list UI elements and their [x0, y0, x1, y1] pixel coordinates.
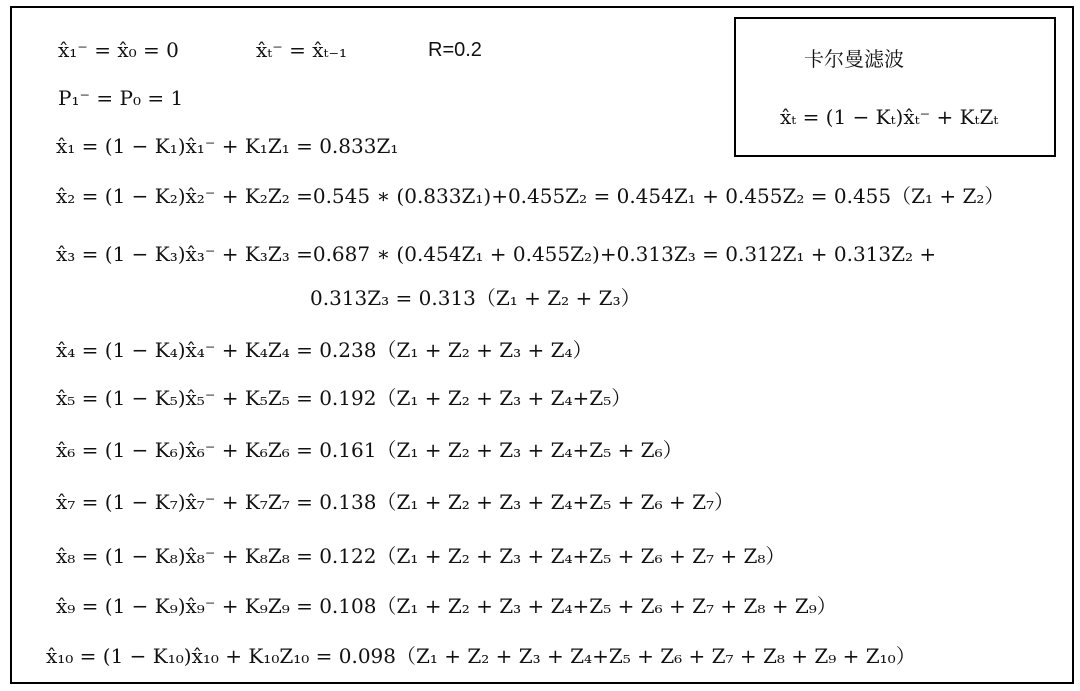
equation-row-4 — [56, 338, 593, 362]
box-title: 卡尔曼滤波 — [804, 47, 904, 71]
equation-row-5 — [56, 386, 631, 410]
init-line-p — [58, 86, 183, 110]
init-p-text: P₁⁻ = P₀ = 1 — [58, 86, 184, 110]
equation-row-3-continued — [310, 286, 641, 310]
eq1-lhs: x̂₁ = (1 − K₁)x̂₁⁻ + K₁Z₁ — [56, 134, 290, 158]
init-b-text: x̂ₜ⁻ = x̂ₜ₋₁ — [256, 38, 348, 62]
eq8-rhs: = 0.122（Z₁ + Z₂ + Z₃ + Z₄+Z₅ + Z₆ + Z₇ + Z₈） — [296, 544, 786, 568]
eq10-rhs: = 0.098（Z₁ + Z₂ + Z₃ + Z₄+Z₅ + Z₆ + Z₇ + Z₈ + Z₉ + Z₁₀） — [315, 644, 916, 668]
eq7-lhs: x̂₇ = (1 − K₇)x̂₇⁻ + K₇Z₇ — [56, 490, 290, 514]
equation-row-7 — [56, 490, 734, 514]
equation-row-8 — [56, 544, 785, 568]
init-line-b — [256, 38, 347, 62]
eq5-lhs: x̂₅ = (1 − K₅)x̂₅⁻ + K₅Z₅ — [56, 386, 290, 410]
eq10-lhs: x̂₁₀ = (1 − K₁₀)x̂₁₀ + K₁₀Z₁₀ — [46, 644, 310, 668]
eq4-lhs: x̂₄ = (1 − K₄)x̂₄⁻ + K₄Z₄ — [56, 338, 290, 362]
eq9-lhs: x̂₉ = (1 − K₉)x̂₉⁻ + K₉Z₉ — [56, 594, 290, 618]
equation-row-3 — [56, 242, 936, 266]
equation-row-10 — [46, 644, 916, 668]
eq2-rhs: =0.545 ∗ (0.833Z₁)+0.455Z₂ = 0.454Z₁ + 0.455Z₂ = 0.455（Z₁ + Z₂） — [296, 184, 1005, 208]
init-a-text: x̂₁⁻ = x̂₀ = 0 — [58, 38, 179, 62]
eq1-rhs: = 0.833Z₁ — [296, 134, 399, 158]
eq3-rhs-cont: 0.313Z₃ = 0.313（Z₁ + Z₂ + Z₃） — [310, 286, 641, 310]
equation-row-1 — [56, 134, 398, 158]
init-line-a — [58, 38, 179, 62]
equation-row-2 — [56, 184, 1004, 208]
eq6-rhs: = 0.161（Z₁ + Z₂ + Z₃ + Z₄+Z₅ + Z₆） — [296, 438, 683, 462]
eq7-rhs: = 0.138（Z₁ + Z₂ + Z₃ + Z₄+Z₅ + Z₆ + Z₇） — [296, 490, 734, 514]
eq9-rhs: = 0.108（Z₁ + Z₂ + Z₃ + Z₄+Z₅ + Z₆ + Z₇ + Z₈ + Z₉） — [296, 594, 837, 618]
eq3-rhs: =0.687 ∗ (0.454Z₁ + 0.455Z₂)+0.313Z₃ = 0.312Z₁ + 0.313Z₂ + — [296, 242, 937, 266]
r-value-label — [428, 38, 482, 62]
equation-row-9 — [56, 594, 837, 618]
eq6-lhs: x̂₆ = (1 − K₆)x̂₆⁻ + K₆Z₆ — [56, 438, 290, 462]
equation-row-6 — [56, 438, 683, 462]
eq5-rhs: = 0.192（Z₁ + Z₂ + Z₃ + Z₄+Z₅） — [296, 386, 632, 410]
eq8-lhs: x̂₈ = (1 − K₈)x̂₈⁻ + K₈Z₈ — [56, 544, 290, 568]
eq2-lhs: x̂₂ = (1 − K₂)x̂₂⁻ + K₂Z₂ — [56, 184, 290, 208]
eq3-lhs: x̂₃ = (1 − K₃)x̂₃⁻ + K₃Z₃ — [56, 242, 290, 266]
r-value-text: R=0.2 — [428, 39, 482, 61]
box-formula: x̂ₜ = (1 − Kₜ)x̂ₜ⁻ + KₜZₜ — [780, 105, 999, 129]
kalman-formula-box — [734, 17, 1056, 157]
eq4-rhs: = 0.238（Z₁ + Z₂ + Z₃ + Z₄） — [296, 338, 593, 362]
